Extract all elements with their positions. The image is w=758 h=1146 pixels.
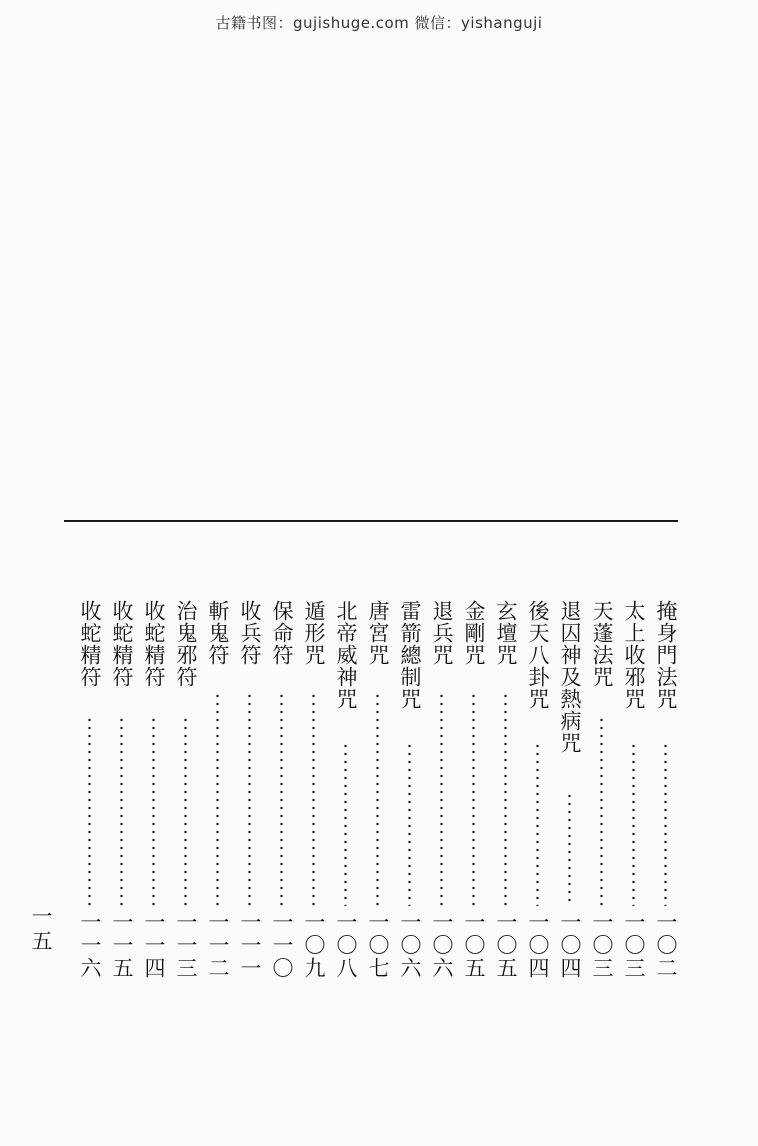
toc-entry-page: 一〇三	[590, 911, 614, 980]
leader-dots	[171, 716, 201, 906]
toc-entry-page: 一〇六	[430, 911, 454, 980]
toc-entry	[75, 600, 105, 980]
toc-entry-title: 收兵符	[238, 600, 262, 666]
toc-entry	[427, 600, 457, 980]
toc-entry-title: 斬鬼符	[206, 600, 230, 666]
leader-dots	[619, 742, 649, 906]
toc-entry-title: 收蛇精符	[78, 600, 102, 688]
horizontal-rule	[64, 520, 678, 522]
toc-entry-title: 退兵咒	[430, 600, 454, 666]
toc-entry-page: 一〇三	[622, 911, 646, 980]
leader-dots	[459, 692, 489, 906]
toc-entry	[491, 600, 521, 980]
toc-entry-page: 一〇九	[302, 911, 326, 980]
toc-entry-page: 一〇四	[526, 911, 550, 980]
leader-dots	[395, 742, 425, 906]
toc-entry	[203, 600, 233, 980]
leader-dots	[651, 742, 681, 906]
toc-entry	[555, 600, 585, 980]
toc-entry-title: 雷箭總制咒	[398, 600, 422, 710]
toc-entry	[107, 600, 137, 980]
toc-entry-page: 一〇五	[494, 911, 518, 980]
toc-entry-page: 一〇二	[654, 911, 678, 980]
leader-dots	[299, 692, 329, 906]
toc-entry	[459, 600, 489, 980]
toc-entry-title: 退囚神及熱病咒	[558, 600, 582, 754]
toc-entry-page: 一一四	[142, 911, 166, 980]
toc-entry	[523, 600, 553, 980]
leader-dots	[139, 716, 169, 906]
leader-dots	[491, 692, 521, 906]
toc-entry-page: 一一一	[238, 911, 262, 980]
toc-entry-title: 唐宮咒	[366, 600, 390, 666]
page-number: 一五	[29, 905, 53, 955]
toc-entry	[651, 600, 681, 980]
toc-entry	[171, 600, 201, 980]
toc-entry-page: 一一六	[78, 911, 102, 980]
toc-entry-title: 治鬼邪符	[174, 600, 198, 688]
watermark-text: 古籍书图：gujishuge.com 微信：yishanguji	[215, 14, 543, 32]
leader-dots	[235, 692, 265, 906]
table-of-contents	[60, 600, 680, 980]
toc-entry	[235, 600, 265, 980]
leader-dots	[203, 692, 233, 906]
toc-entry-page: 一〇六	[398, 911, 422, 980]
toc-entry	[619, 600, 649, 980]
toc-entry-title: 遁形咒	[302, 600, 326, 666]
toc-entry-title: 保命符	[270, 600, 294, 666]
toc-entry-title: 天蓬法咒	[590, 600, 614, 688]
leader-dots	[555, 792, 585, 906]
toc-entry	[139, 600, 169, 980]
leader-dots	[267, 692, 297, 906]
toc-entry-page: 一一〇	[270, 911, 294, 980]
toc-entry	[299, 600, 329, 980]
toc-entry-title: 後天八卦咒	[526, 600, 550, 710]
leader-dots	[587, 716, 617, 906]
leader-dots	[75, 716, 105, 906]
toc-entry-title: 收蛇精符	[110, 600, 134, 688]
leader-dots	[107, 716, 137, 906]
toc-entry-page: 一一三	[174, 911, 198, 980]
toc-entry	[363, 600, 393, 980]
toc-entry-title: 太上收邪咒	[622, 600, 646, 710]
toc-entry-title: 掩身門法咒	[654, 600, 678, 710]
toc-entry	[331, 600, 361, 980]
toc-entry-title: 收蛇精符	[142, 600, 166, 688]
toc-entry-page: 一〇八	[334, 911, 358, 980]
toc-entry-title: 玄壇咒	[494, 600, 518, 666]
toc-entry-page: 一〇七	[366, 911, 390, 980]
toc-entry-title: 金剛咒	[462, 600, 486, 666]
leader-dots	[363, 692, 393, 906]
leader-dots	[427, 692, 457, 906]
toc-entry-page: 一〇五	[462, 911, 486, 980]
toc-entry	[267, 600, 297, 980]
leader-dots	[523, 742, 553, 906]
leader-dots	[331, 742, 361, 906]
toc-entry	[587, 600, 617, 980]
toc-entry-page: 一〇四	[558, 911, 582, 980]
toc-entry-title: 北帝威神咒	[334, 600, 358, 710]
toc-entry	[395, 600, 425, 980]
toc-entry-page: 一一二	[206, 911, 230, 980]
toc-entry-page: 一一五	[110, 911, 134, 980]
